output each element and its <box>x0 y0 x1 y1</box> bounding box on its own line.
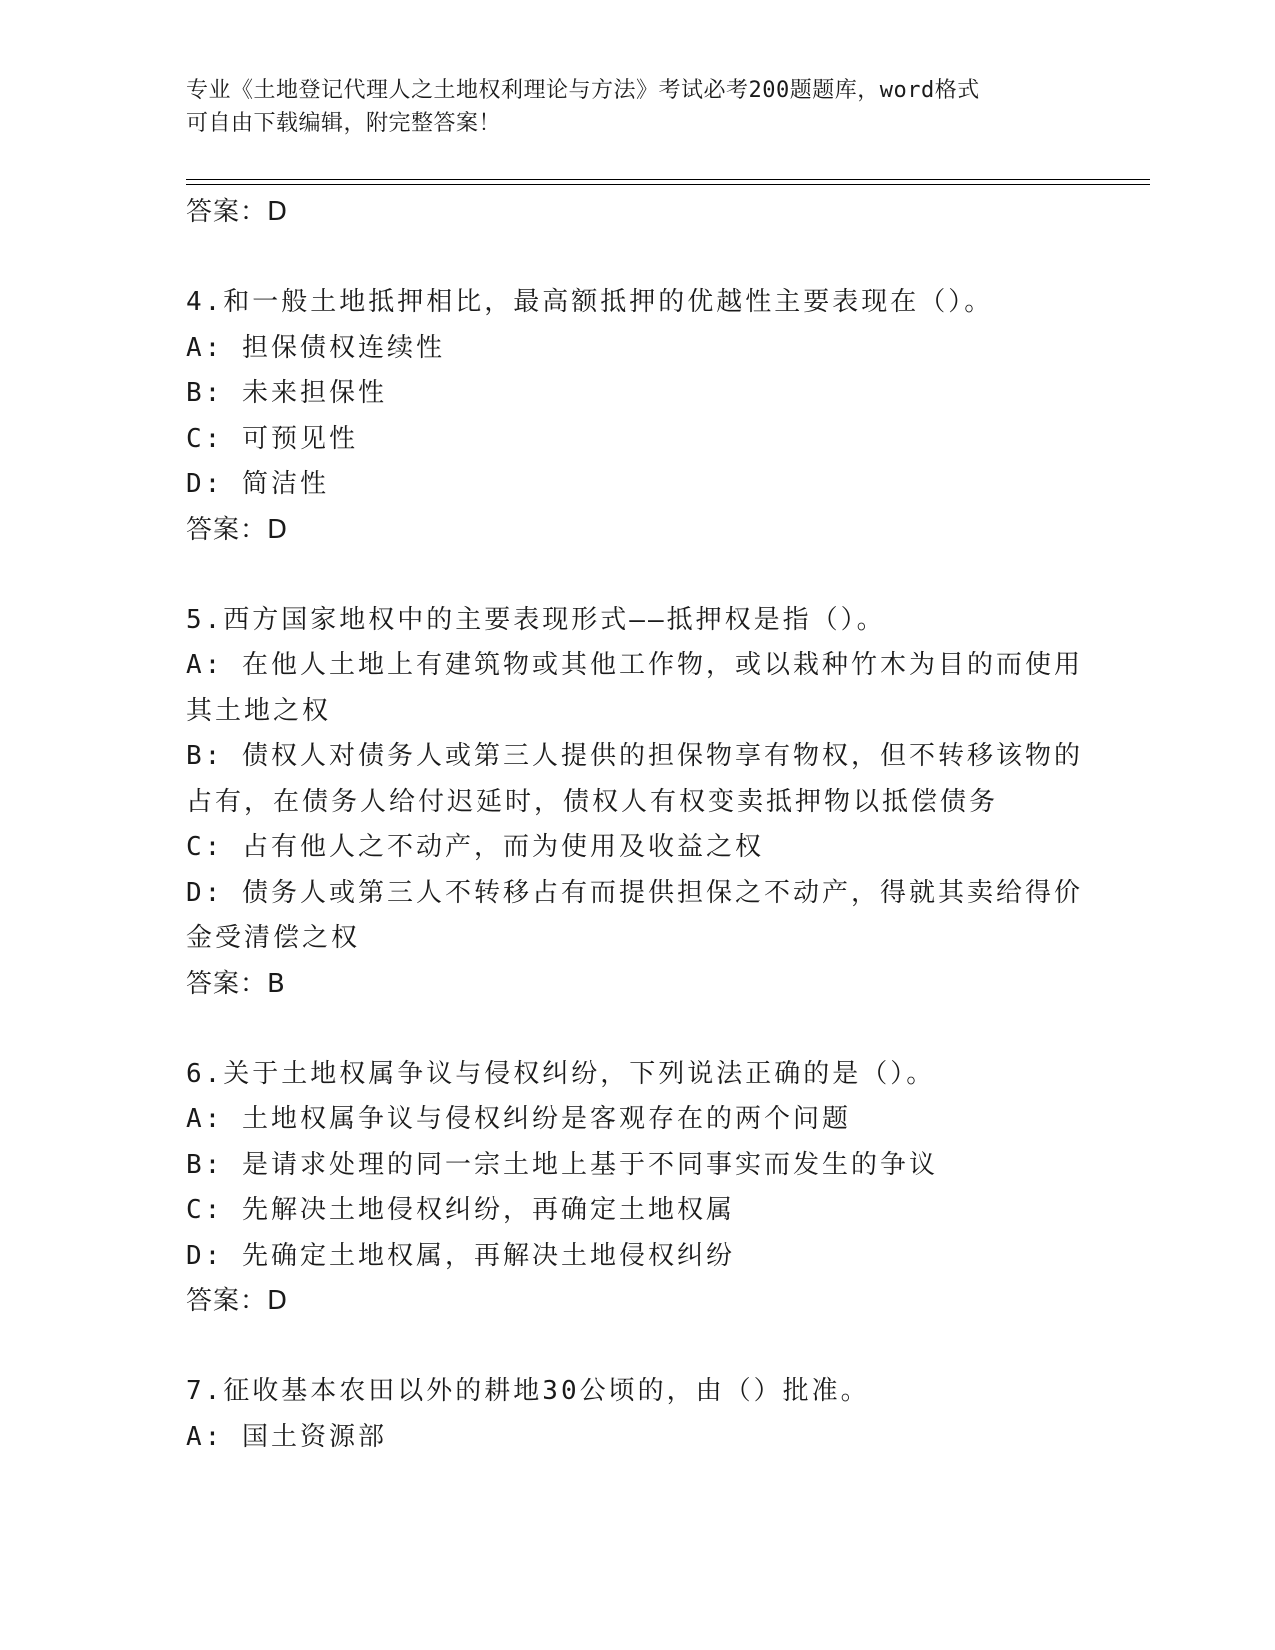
answer-label: 答案： <box>186 197 268 227</box>
question-block <box>186 598 1086 1007</box>
option-line: C: 占有他人之不动产，而为使用及收益之权 <box>186 832 764 862</box>
document-header <box>186 74 1066 140</box>
answer-label: 答案： <box>186 1286 268 1316</box>
option-item <box>186 825 1086 871</box>
answer-line <box>186 508 1086 553</box>
answer-line <box>186 190 1086 235</box>
block-gap <box>186 235 1086 280</box>
option-item <box>186 417 1086 463</box>
option-line: C: 可预见性 <box>186 423 358 454</box>
header-line-1: 专业《土地登记代理人之土地权利理论与方法》考试必考200题题库，word格式 <box>186 78 980 103</box>
option-line: 金受清偿之权 <box>186 923 361 953</box>
option-item <box>186 1415 1086 1461</box>
answer-line <box>186 962 1086 1007</box>
answer-label: 答案： <box>186 968 268 999</box>
option-line: B: 债权人对债务人或第三人提供的担保物享有物权，但不转移该物的 <box>186 741 1083 771</box>
question-text: 5.西方国家地权中的主要表现形式——抵押权是指（）。 <box>186 604 886 635</box>
option-item <box>186 1097 1086 1143</box>
answer-value: D <box>267 514 289 545</box>
option-line: A: 在他人土地上有建筑物或其他工作物，或以栽种竹木为目的而使用 <box>186 650 1083 680</box>
block-gap <box>186 1324 1086 1369</box>
option-line: 占有，在债务人给付迟延时，债权人有权变卖抵押物以抵偿债务 <box>186 786 999 817</box>
header-line-2: 可自由下载编辑，附完整答案！ <box>186 111 502 136</box>
option-item <box>186 1143 1086 1189</box>
answer-value: D <box>267 1286 289 1316</box>
answer-value: D <box>267 197 289 227</box>
option-item <box>186 326 1086 372</box>
question-text: 6.关于土地权属争议与侵权纠纷，下列说法正确的是（）。 <box>186 1058 936 1089</box>
option-line: D: 简洁性 <box>186 469 329 499</box>
question-block <box>186 280 1086 553</box>
option-line: D: 债务人或第三人不转移占有而提供担保之不动产，得就其卖给得价 <box>186 877 1083 908</box>
option-line: A: 土地权属争议与侵权纠纷是客观存在的两个问题 <box>186 1104 851 1134</box>
header-divider-bottom <box>186 184 1150 185</box>
option-line: C: 先解决土地侵权纠纷，再确定土地权属 <box>186 1195 735 1225</box>
block-gap <box>186 1007 1086 1052</box>
option-line: A: 担保债权连续性 <box>186 332 445 363</box>
option-item <box>186 734 1086 825</box>
option-item <box>186 643 1086 734</box>
question-text: 4.和一般土地抵押相比，最高额抵押的优越性主要表现在（）。 <box>186 287 994 317</box>
option-line: B: 未来担保性 <box>186 378 387 408</box>
answer-block <box>186 190 1086 235</box>
option-line: 其土地之权 <box>186 695 332 726</box>
option-line: A: 国土资源部 <box>186 1421 387 1452</box>
header-divider-top <box>186 179 1150 180</box>
option-item <box>186 462 1086 508</box>
question-text: 7.征收基本农田以外的耕地30公顷的，由（）批准。 <box>186 1376 870 1406</box>
option-line: D: 先确定土地权属，再解决土地侵权纠纷 <box>186 1240 735 1271</box>
answer-label: 答案： <box>186 514 268 545</box>
block-gap <box>186 553 1086 598</box>
option-item <box>186 1234 1086 1280</box>
answer-value: B <box>267 968 286 999</box>
question-block <box>186 1052 1086 1325</box>
option-item <box>186 1188 1086 1234</box>
question-list <box>186 190 1086 1460</box>
answer-line <box>186 1279 1086 1324</box>
option-line: B: 是请求处理的同一宗土地上基于不同事实而发生的争议 <box>186 1149 938 1180</box>
option-item <box>186 371 1086 417</box>
question-block <box>186 1369 1086 1460</box>
option-item <box>186 871 1086 962</box>
